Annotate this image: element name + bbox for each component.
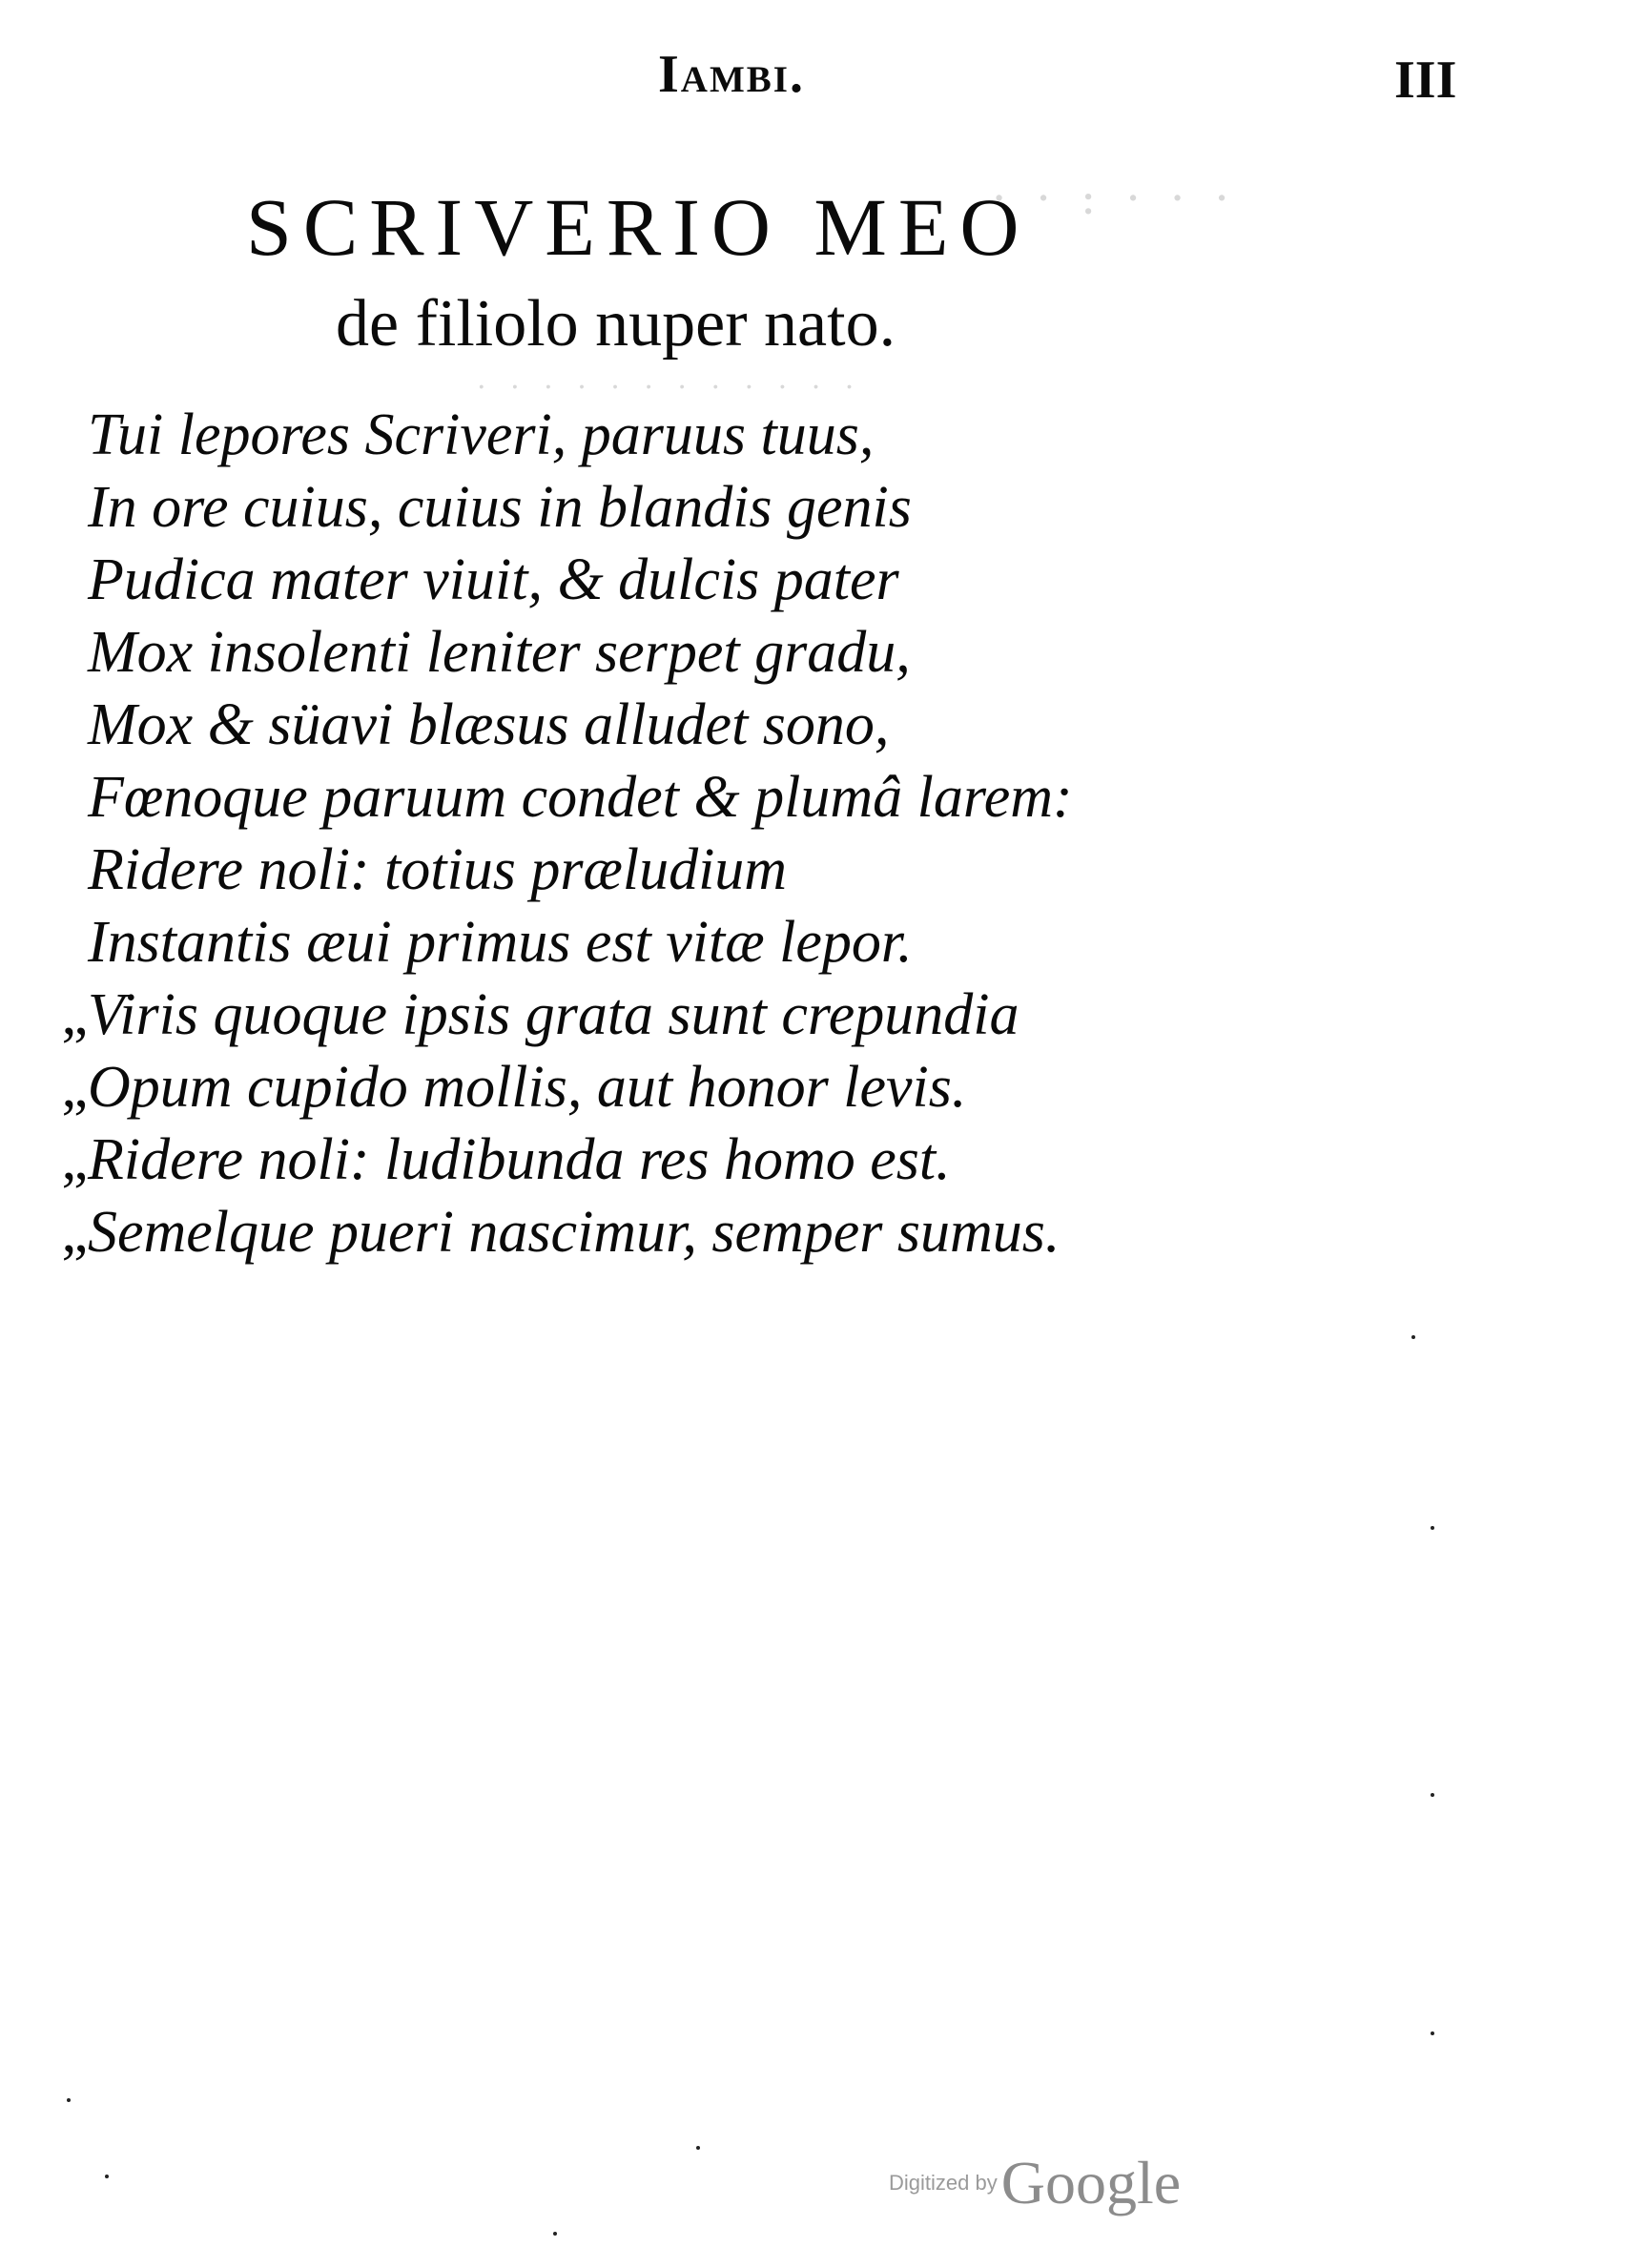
verse-line (38, 689, 1087, 761)
verse-line (38, 906, 1087, 979)
verse-text: Viris quoque ipsis grata sunt crepundia (88, 982, 1019, 1047)
verse-text: Mox insolenti leniter serpet gradu, (88, 620, 911, 685)
digitized-prefix: Digitized by (889, 2171, 998, 2195)
print-speck (105, 2175, 109, 2178)
poem-title: SCRIVERIO MEO (246, 181, 1031, 273)
verse-line (38, 979, 1087, 1051)
verse-text: Semelque pueri nascimur, semper sumus. (88, 1200, 1061, 1265)
verse-text: Mox & süavi blæsus alludet sono, (88, 692, 890, 757)
print-speck (696, 2146, 700, 2150)
verse-text: Ridere noli: totius præludium (88, 837, 788, 902)
verse-line (38, 761, 1087, 834)
verse-line (38, 834, 1087, 906)
show-through-noise: . . . . . . . . . . . . (477, 362, 862, 396)
page-number: III (1394, 51, 1457, 110)
verse-text: Pudica mater viuit, & dulcis pater (88, 547, 899, 612)
verse-line (38, 1051, 1087, 1124)
verse-line (38, 471, 1087, 544)
verse-line (38, 399, 1087, 471)
verse-line (38, 1196, 1087, 1268)
running-title: Iambi. (658, 45, 805, 104)
verse-text: Opum cupido mollis, aut honor levis. (88, 1055, 967, 1120)
verse-text: Tui lepores Scriveri, paruus tuus, (88, 402, 875, 467)
verse-text: Fœnoque paruum condet & plumâ larem: (88, 765, 1073, 830)
verse-line (38, 616, 1087, 689)
print-speck (1431, 2031, 1434, 2035)
verse-text: Instantis æui primus est vitæ lepor. (88, 910, 913, 975)
verse-text: In ore cuius, cuius in blandis genis (88, 475, 912, 540)
verse-line (38, 1124, 1087, 1196)
poem-body (38, 399, 1087, 1268)
google-logo: Google (1000, 2149, 1182, 2216)
print-speck (1411, 1335, 1415, 1339)
quote-mark: „ (61, 1200, 88, 1265)
print-speck (1431, 1526, 1434, 1530)
digitized-watermark (889, 2148, 1181, 2218)
poem-subtitle: de filiolo nuper nato. (336, 287, 896, 361)
quote-mark: „ (61, 1055, 88, 1120)
show-through-noise: · · : · · · (992, 172, 1237, 225)
quote-mark: „ (61, 982, 88, 1047)
verse-text: Ridere noli: ludibunda res homo est. (88, 1127, 951, 1192)
print-speck (553, 2232, 557, 2236)
print-speck (67, 2098, 71, 2102)
quote-mark: „ (61, 1127, 88, 1192)
verse-line (38, 544, 1087, 616)
print-speck (1431, 1793, 1434, 1797)
